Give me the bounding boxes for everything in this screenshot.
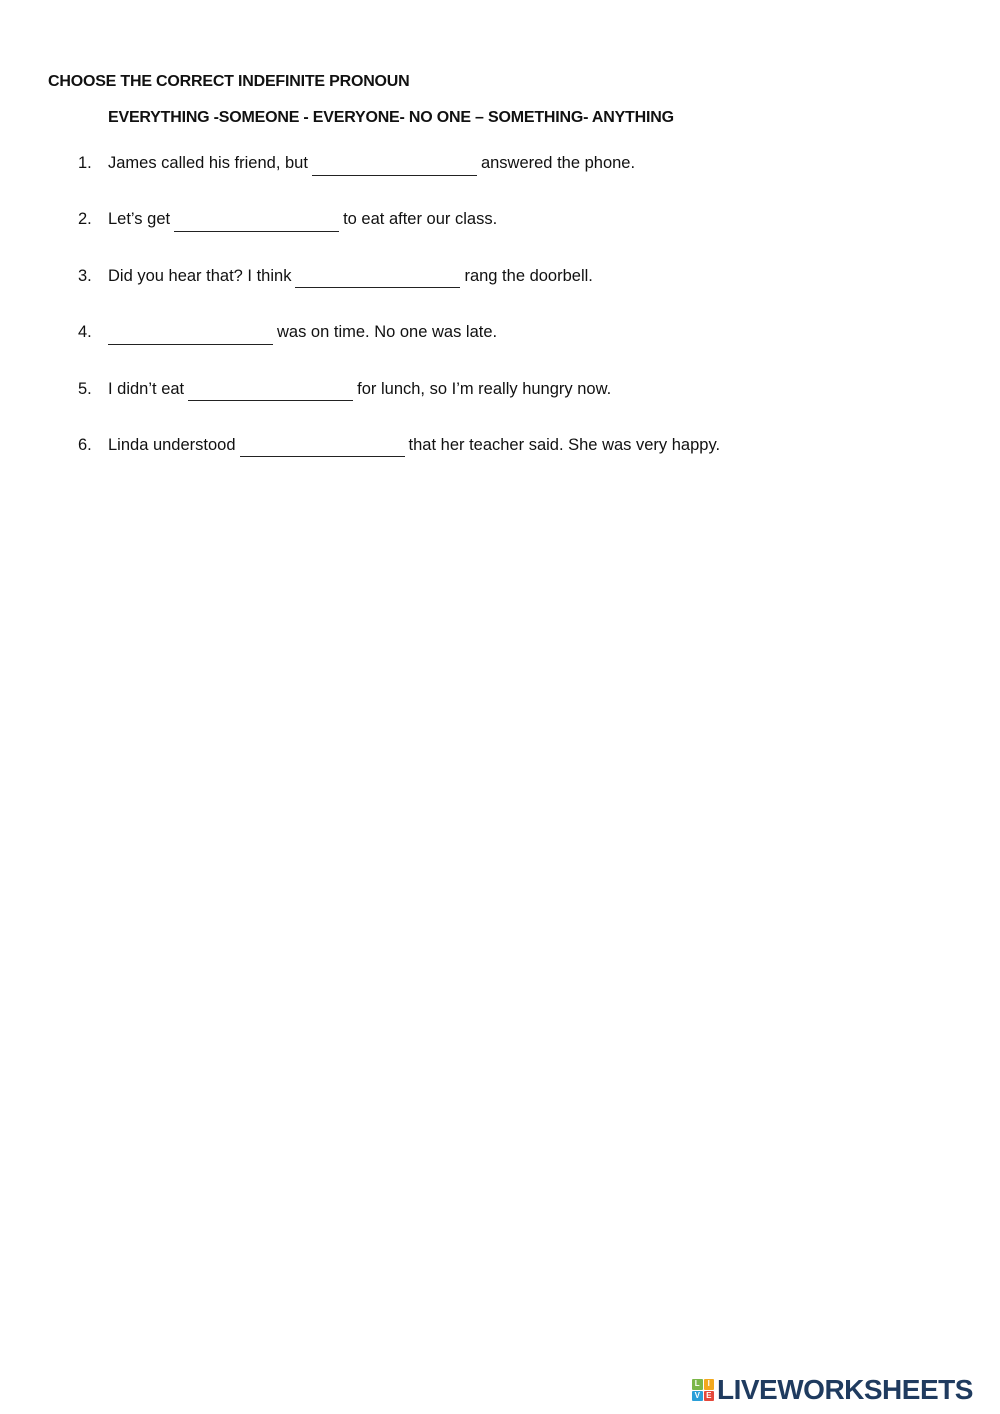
question-number: 6. (78, 435, 92, 454)
question-number: 4. (78, 323, 92, 342)
logo-tile-e: E (704, 1391, 715, 1402)
question-text (108, 206, 497, 232)
answer-blank-3[interactable] (295, 269, 460, 288)
question-text (108, 432, 720, 458)
question-text (108, 376, 611, 402)
question-3 (0, 263, 1000, 319)
question-5 (0, 376, 1000, 432)
question-text-after: rang the doorbell. (464, 266, 593, 285)
logo-tile-i: I (704, 1379, 715, 1390)
question-text-before: James called his friend, but (108, 154, 308, 172)
question-text-before: Let’s get (108, 210, 171, 229)
question-number: 2. (78, 210, 92, 229)
question-text-after: answered the phone. (480, 154, 636, 172)
question-text-before: Linda understood (108, 435, 236, 454)
question-text (108, 319, 497, 345)
question-text-after: to eat after our class. (343, 210, 498, 229)
answer-blank-2[interactable] (174, 213, 339, 232)
liveworksheets-logo-icon (692, 1379, 714, 1401)
question-number: 1. (78, 154, 92, 172)
logo-tile-l: L (692, 1379, 703, 1390)
logo-text: LIVEWORKSHEETS (717, 1374, 973, 1405)
question-1 (0, 150, 1000, 206)
answer-blank-6[interactable] (240, 438, 405, 457)
word-bank: EVERYTHING -SOMEONE - EVERYONE- NO ONE – SOMETHING- ANYTHING (108, 109, 674, 126)
question-text-after: that her teacher said. She was very happy. (408, 435, 721, 454)
logo-tile-v: V (692, 1391, 703, 1402)
question-6 (0, 432, 1000, 488)
question-number: 3. (78, 266, 92, 285)
liveworksheets-logo (692, 1374, 973, 1406)
question-text (108, 150, 635, 176)
question-number: 5. (78, 379, 92, 398)
question-list (0, 150, 1000, 488)
worksheet-title: CHOOSE THE CORRECT INDEFINITE PRONOUN (48, 73, 410, 90)
question-text-before: Did you hear that? I think (108, 266, 292, 285)
question-text-before: I didn’t eat (108, 379, 185, 398)
answer-blank-4[interactable] (108, 326, 273, 345)
question-text-after: was on time. No one was late. (277, 323, 498, 342)
answer-blank-1[interactable] (312, 157, 477, 176)
answer-blank-5[interactable] (188, 382, 353, 401)
question-4 (0, 319, 1000, 375)
question-2 (0, 206, 1000, 262)
question-text-after: for lunch, so I’m really hungry now. (357, 379, 612, 398)
question-text (108, 263, 593, 289)
